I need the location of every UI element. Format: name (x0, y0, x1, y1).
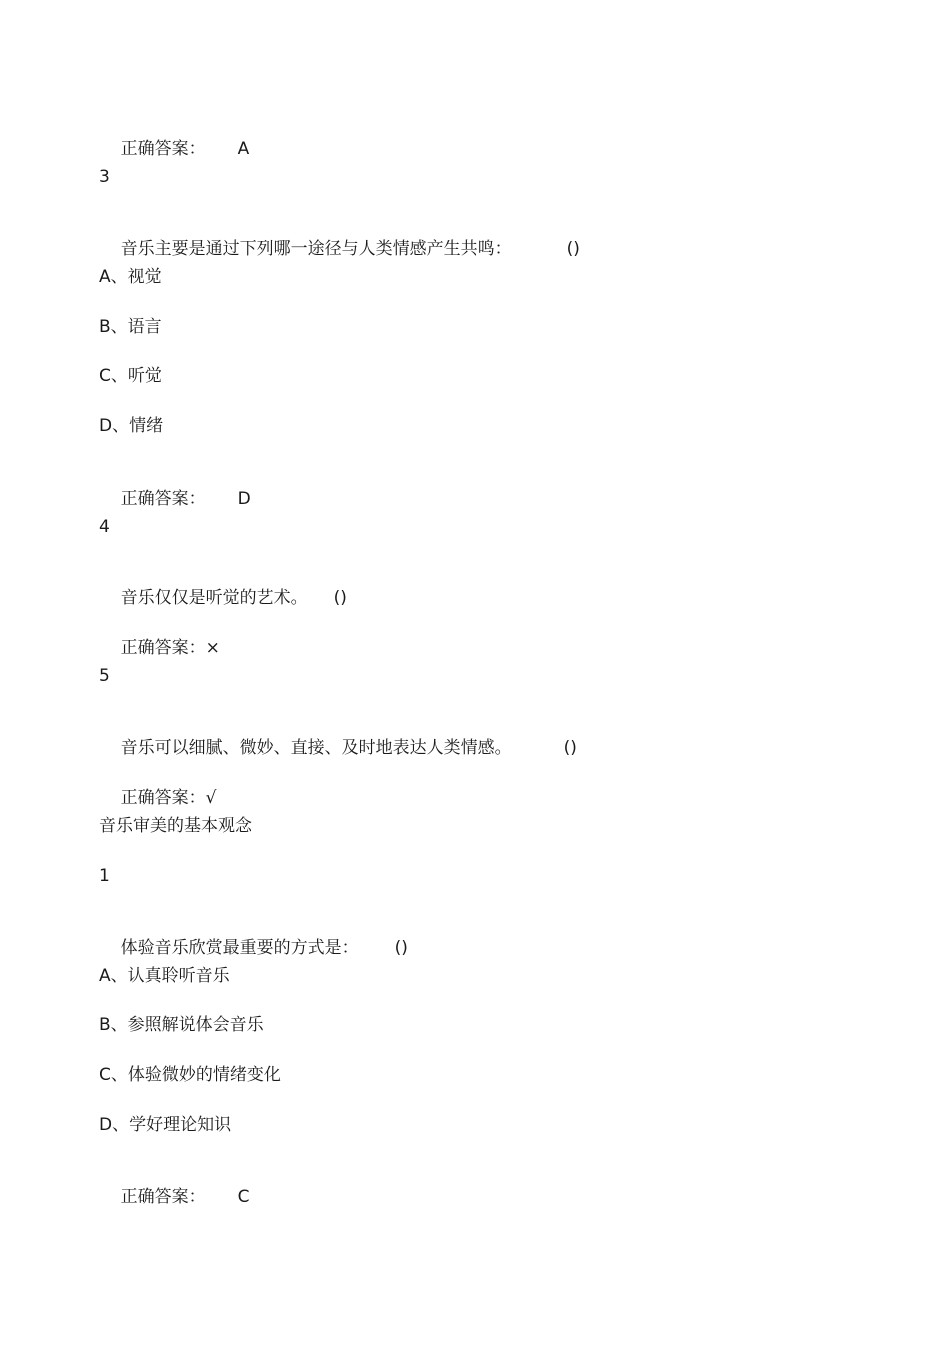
question-stem: 音乐主要是通过下列哪一途径与人类情感产生共鸣： (120, 239, 512, 259)
answer-line (99, 466, 251, 532)
section-title: 音乐审美的基本观念 (99, 816, 252, 836)
option-b: B、语言 (99, 317, 162, 337)
option-d: D、学好理论知识 (99, 1115, 232, 1135)
question-stem: 体验音乐欣赏最重要的方式是： (120, 938, 359, 958)
option-b: B、参照解说体会音乐 (99, 1015, 264, 1035)
option-c: C、听觉 (99, 366, 162, 386)
answer-value: D (237, 489, 251, 509)
answer-label: 正确答案： (120, 489, 206, 509)
question-text (99, 216, 580, 282)
answer-blank: () (394, 938, 408, 958)
answer-line (99, 1164, 250, 1230)
answer-value: × (205, 638, 220, 658)
answer-line (99, 116, 249, 182)
answer-blank: () (566, 239, 580, 259)
answer-blank: () (563, 738, 577, 758)
option-a: A、认真聆听音乐 (99, 966, 230, 986)
answer-blank: () (333, 588, 347, 608)
option-a: A、视觉 (99, 267, 162, 287)
question-stem: 音乐可以细腻、微妙、直接、及时地表达人类情感。 (120, 738, 512, 758)
question-number: 4 (99, 517, 110, 537)
question-number: 3 (99, 167, 110, 187)
answer-label: 正确答案： (120, 139, 206, 159)
answer-label: 正确答案： (120, 788, 206, 808)
answer-label: 正确答案： (120, 1187, 206, 1207)
answer-label: 正确答案： (120, 638, 206, 658)
answer-value: C (237, 1187, 250, 1207)
answer-value: √ (205, 788, 217, 808)
answer-value: A (237, 139, 250, 159)
question-number: 5 (99, 666, 110, 686)
option-c: C、体验微妙的情绪变化 (99, 1065, 281, 1085)
option-d: D、情绪 (99, 416, 164, 436)
question-stem: 音乐仅仅是听觉的艺术。 (120, 588, 308, 608)
question-number: 1 (99, 866, 110, 886)
answer-line (99, 615, 220, 681)
